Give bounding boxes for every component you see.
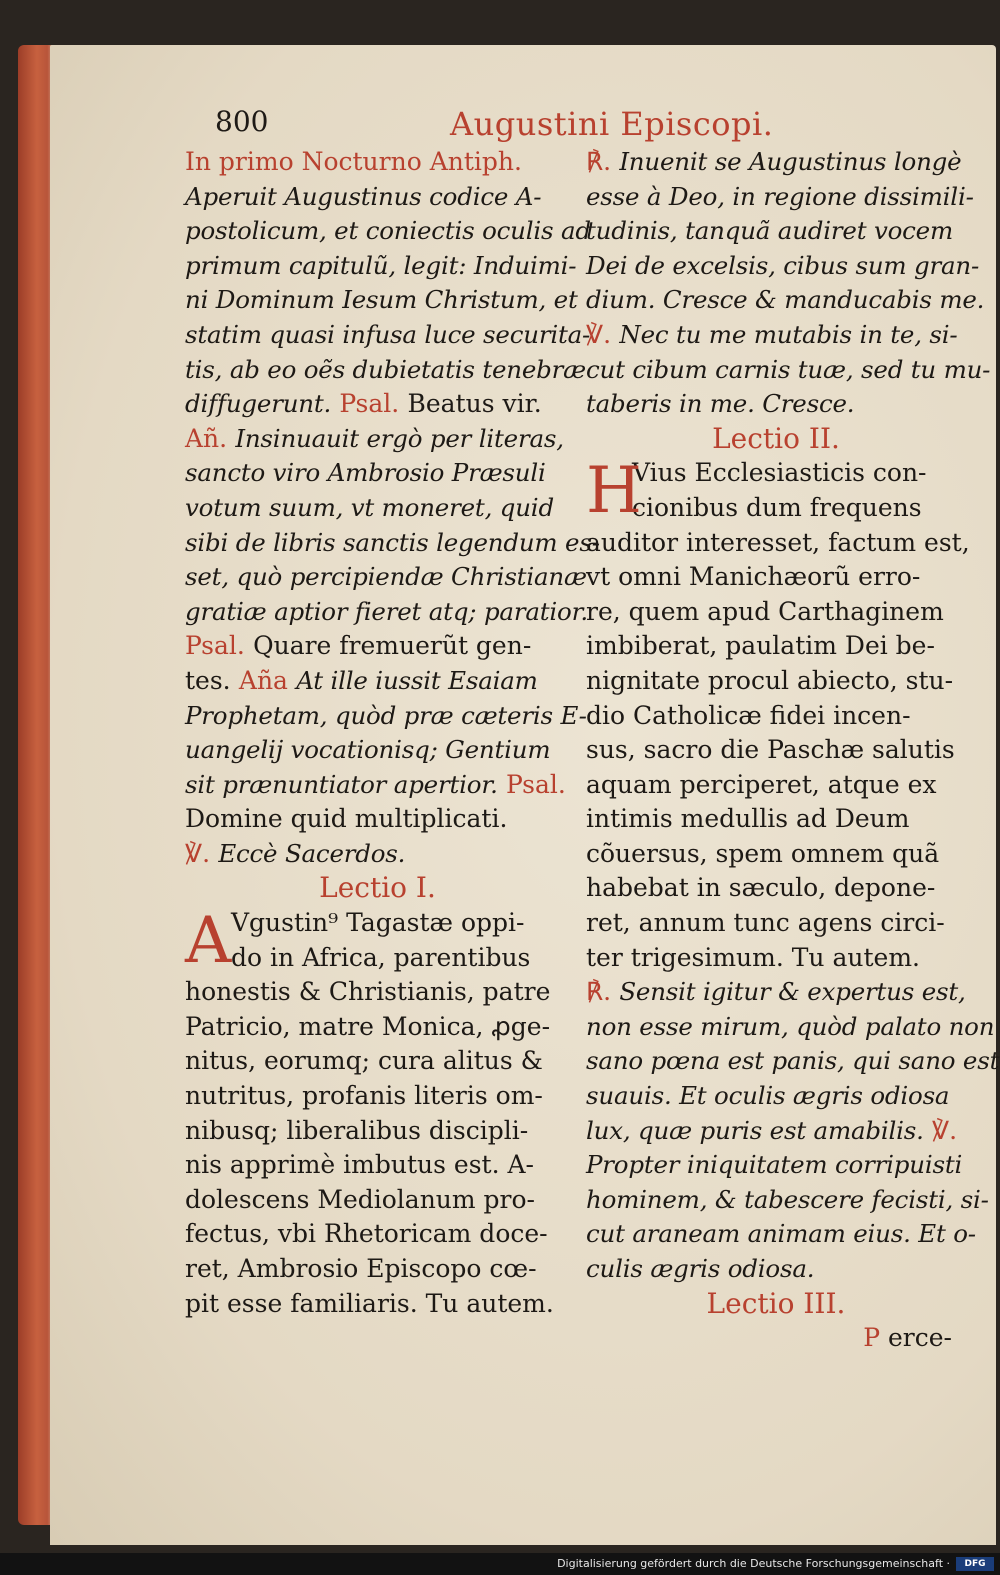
lectio-line: ret, annum tunc agens circi- — [586, 908, 945, 938]
antiphon-line: sancto viro Ambrosio Præsuli — [185, 458, 546, 488]
lectio-line: nibusq; liberalibus discipli- — [185, 1115, 529, 1145]
versicle-text: Eccè Sacerdos. — [218, 838, 406, 868]
lectio-line: do in Africa, parentibus — [231, 942, 531, 972]
versicle-line: cut cibum carnis tuæ, sed tu mu- — [586, 354, 991, 384]
lectio-line: dolescens Mediolanum pro- — [185, 1184, 535, 1214]
lectio-line: pit esse familiaris. Tu autem. — [185, 1288, 554, 1318]
lectio-line: aquam perciperet, atque ex — [586, 769, 937, 799]
psalm-incipit: Beatus vir. — [407, 389, 542, 419]
lectio-line: honestis & Christianis, patre — [185, 977, 551, 1007]
responsory-text: Sensit igitur & expertus est, — [619, 977, 966, 1007]
responsory-line: Dei de excelsis, cibus sum gran- — [586, 250, 980, 280]
psalm-incipit: Quare fremuerũt gen- — [253, 631, 532, 661]
lectio-body — [185, 906, 570, 1321]
versicle-text: Nec tu me mutabis in te, si- — [619, 319, 958, 349]
lectio-line: nignitate procul abiecto, stu- — [586, 665, 954, 695]
versicle-line: cut araneam animam eius. Et o- — [586, 1219, 976, 1249]
responsory-line: esse à Deo, in regione dissimili- — [586, 181, 974, 211]
antiphon-line: gratiæ aptior fieret atq; paratior. — [185, 596, 588, 626]
antiphon-line: Aperuit Augustinus codice A- — [185, 181, 542, 211]
antiphon-label: Aña — [238, 665, 288, 695]
versicle-line: hominem, & tabescere fecisti, si- — [586, 1184, 989, 1214]
lectio-line: ret, Ambrosio Episcopo cœ- — [185, 1254, 537, 1283]
psalm-line — [185, 768, 570, 803]
catchword — [586, 1321, 966, 1356]
lectio-heading: Lectio III. — [706, 1286, 846, 1320]
responsory-text: Inuenit se Augustinus longè — [619, 147, 962, 176]
lectio-line: cionibus dum frequens — [632, 492, 922, 522]
lectio-line: nutritus, profanis literis om- — [185, 1081, 543, 1111]
antiphon-text: At ille iussit Esaiam — [296, 665, 538, 695]
lectio-line: intimis medullis ad Deum — [586, 804, 910, 834]
antiphon-line — [185, 664, 570, 699]
antiphon-end: sit prænuntiator apertior. — [185, 769, 498, 799]
responsory-line — [586, 975, 966, 1010]
versicle-line: culis ægris odiosa. — [586, 1254, 815, 1283]
lectio-heading: Lectio II. — [712, 421, 840, 455]
digitization-credit: Digitalisierung gefördert durch die Deutsche Forschungsgemeinschaft · — [557, 1557, 950, 1570]
versicle-line — [185, 837, 570, 872]
lectio-line: dio Catholicæ fidei incen- — [586, 700, 911, 730]
responsory-line: suauis. Et oculis ægris odiosa — [586, 1081, 950, 1111]
responsory-line — [586, 145, 966, 180]
lectio-line: auditor interesset, factum est, — [586, 527, 970, 557]
right-column — [586, 145, 1000, 1356]
responsory-label: ℟. — [586, 977, 612, 1007]
digitization-credit-bar — [0, 1553, 1000, 1575]
antiphon-line: votum suum, vt moneret, quid — [185, 492, 554, 522]
lectio-line: imbiberat, paulatim Dei be- — [586, 631, 935, 661]
page-number: 800 — [215, 105, 269, 138]
versicle-line: Propter iniquitatem corripuisti — [586, 1150, 963, 1180]
lectio-line: Vgustin⁹ Tagastæ oppi- — [231, 908, 525, 938]
drop-cap: A — [185, 904, 232, 979]
psalm-line — [185, 629, 570, 664]
psalm-line — [185, 387, 570, 422]
lectio-line: re, quem apud Carthaginem — [586, 596, 944, 626]
catchword-text: erce- — [888, 1323, 952, 1353]
antiphon-line: set, quò percipiendæ Christianæ — [185, 562, 587, 592]
lectio-line: fectus, vbi Rhetoricam doce- — [185, 1219, 548, 1249]
responsory-label: ℟. — [586, 147, 612, 176]
antiphon-end: diffugerunt. — [185, 389, 332, 419]
running-title: Augustini Episcopi. — [450, 105, 774, 143]
psalm-label: Psal. — [506, 769, 566, 799]
dfg-logo-icon: DFG — [956, 1557, 994, 1571]
psalm-label: Psal. — [185, 631, 245, 661]
nocturn-heading: In primo Nocturno Antiph. — [185, 147, 522, 176]
versicle-label: ℣. — [185, 838, 211, 868]
lectio-body — [586, 454, 970, 975]
lectio-line: vt omni Manichæorũ erro- — [586, 562, 921, 592]
responsory-line: sano pœna est panis, qui sano est — [586, 1046, 1000, 1076]
lectio-line: sus, sacro die Paschæ salutis — [586, 735, 955, 765]
lectio-line: nitus, eorumq; cura alitus & — [185, 1046, 543, 1076]
antiphon-text: Insinuauit ergò per literas, — [235, 423, 564, 453]
antiphon-line: sibi de libris sanctis legendum es- — [185, 527, 600, 557]
lectio-line: ter trigesimum. Tu autem. — [586, 942, 920, 972]
versicle-line — [586, 318, 966, 353]
left-column — [185, 145, 600, 1321]
antiphon-line: ni Dominum Iesum Christum, et — [185, 285, 578, 315]
versicle-label: ℣. — [932, 1115, 958, 1145]
lectio-line: Patricio, matre Monica, ꝓge- — [185, 1011, 551, 1041]
lectio-heading: Lectio I. — [319, 871, 436, 905]
versicle-line: taberis in me. Cresce. — [586, 389, 855, 419]
lectio-line: cõuersus, spem omnem quã — [586, 838, 940, 868]
psalm-incipit: Domine quid multiplicati. — [185, 804, 508, 834]
antiphon-line: statim quasi infusa luce securita- — [185, 319, 591, 349]
lectio-line: Vius Ecclesiasticis con- — [632, 458, 927, 488]
responsory-line: non esse mirum, quòd palato non — [586, 1011, 995, 1041]
antiphon-line: postolicum, et coniectis oculis ad — [185, 216, 591, 246]
psalm-label: Psal. — [339, 389, 400, 419]
responsory-line: dium. Cresce & manducabis me. — [586, 285, 985, 315]
antiphon-line: Prophetam, quòd præ cæteris E- — [185, 700, 587, 730]
lectio-line: habebat in sæculo, depone- — [586, 873, 936, 903]
antiphon-label: Añ. — [185, 423, 228, 453]
antiphon-line: tis, ab eo oẽs dubietatis tenebræ — [185, 354, 586, 384]
responsory-line: tudinis, tanquã audiret vocem — [586, 216, 953, 246]
antiphon-line: uangelij vocationisq; Gentium — [185, 735, 551, 765]
responsory-line — [586, 1114, 966, 1149]
antiphon-line: primum capitulũ, legit: Induimi- — [185, 250, 577, 280]
responsory-text: lux, quæ puris est amabilis. — [586, 1115, 924, 1145]
psalm-continuation: tes. — [185, 665, 231, 695]
drop-cap: H — [586, 454, 642, 529]
antiphon-line — [185, 422, 570, 457]
catchword-initial: P — [863, 1323, 881, 1353]
lectio-line: nis apprimè imbutus est. A- — [185, 1150, 534, 1180]
versicle-label: ℣. — [586, 319, 612, 349]
